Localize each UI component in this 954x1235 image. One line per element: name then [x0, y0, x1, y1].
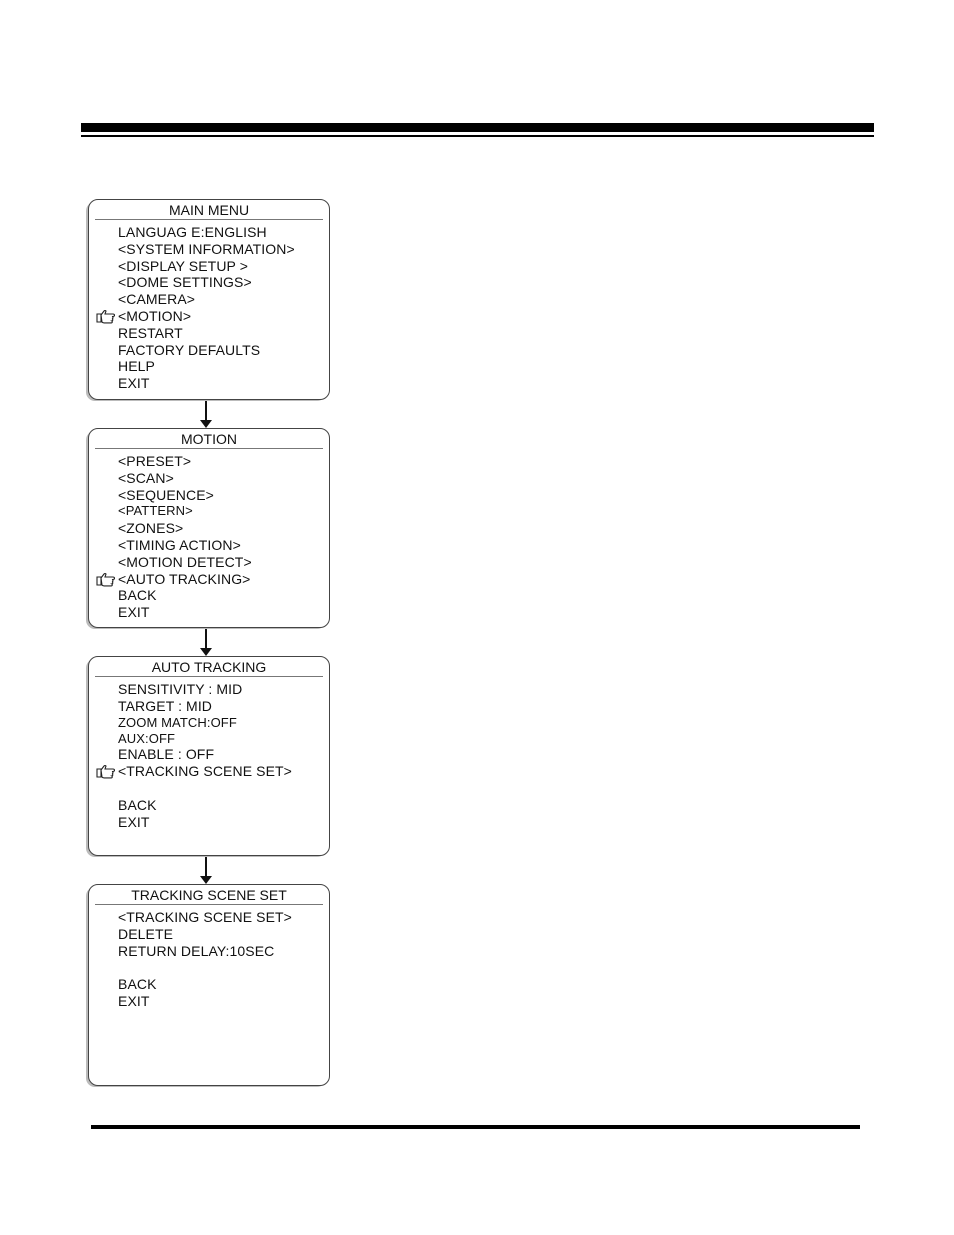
- menu-item-dome-settings[interactable]: <DOME SETTINGS>: [118, 274, 252, 291]
- main-menu-panel: [88, 199, 330, 400]
- menu-title: TRACKING SCENE SET: [95, 885, 323, 905]
- auto-tracking-menu-panel: [88, 656, 330, 856]
- menu-title: MAIN MENU: [95, 200, 323, 220]
- menu-item-scan[interactable]: <SCAN>: [118, 469, 174, 486]
- menu-title: MOTION: [95, 429, 323, 449]
- menu-item-enable[interactable]: ENABLE : OFF: [118, 746, 215, 763]
- menu-title: AUTO TRACKING: [95, 657, 323, 677]
- header-rule-thick: [81, 123, 874, 132]
- menu-item-tracking-scene-set[interactable]: <TRACKING SCENE SET>: [118, 909, 292, 925]
- menu-item-help[interactable]: HELP: [118, 358, 155, 375]
- menu-item-zoom-match[interactable]: ZOOM MATCH:OFF: [118, 714, 237, 730]
- menu-item-exit[interactable]: EXIT: [118, 992, 150, 1009]
- menu-item-camera[interactable]: <CAMERA>: [118, 291, 196, 308]
- menu-item-tracking-scene-set[interactable]: <TRACKING SCENE SET>: [89, 763, 329, 780]
- arrow-down-icon: [204, 629, 208, 657]
- arrow-down-icon: [204, 401, 208, 429]
- menu-item-sequence[interactable]: <SEQUENCE>: [118, 486, 214, 503]
- menu-item-timing-action[interactable]: <TIMING ACTION>: [118, 536, 241, 553]
- menu-item-back[interactable]: BACK: [118, 796, 157, 813]
- menu-item-exit[interactable]: EXIT: [118, 813, 150, 830]
- motion-menu-panel: [88, 428, 330, 628]
- footer-rule: [91, 1125, 860, 1129]
- menu-item-factory-defaults[interactable]: FACTORY DEFAULTS: [118, 341, 261, 358]
- menu-item-back[interactable]: BACK: [118, 587, 157, 604]
- menu-item-zones[interactable]: <ZONES>: [118, 520, 184, 537]
- menu-item-sensitivity[interactable]: SENSITIVITY : MID: [118, 681, 243, 697]
- menu-item-motion-detect[interactable]: <MOTION DETECT>: [118, 553, 252, 570]
- menu-item-restart[interactable]: RESTART: [118, 324, 183, 341]
- menu-item-exit[interactable]: EXIT: [118, 375, 150, 392]
- menu-item-preset[interactable]: <PRESET>: [118, 453, 192, 469]
- menu-item-delete[interactable]: DELETE: [118, 925, 174, 942]
- menu-item-target[interactable]: TARGET : MID: [118, 697, 213, 714]
- menu-item-motion[interactable]: <MOTION>: [89, 308, 329, 325]
- pointing-hand-icon: [95, 572, 115, 587]
- menu-item-auto-tracking[interactable]: <AUTO TRACKING>: [89, 571, 329, 588]
- menu-item-return-delay[interactable]: RETURN DELAY:10SEC: [118, 942, 275, 959]
- pointing-hand-icon: [95, 764, 115, 779]
- header-rule-thin: [81, 135, 874, 137]
- arrow-down-icon: [204, 857, 208, 885]
- menu-item-spacer: [89, 959, 329, 976]
- menu-item-display-setup[interactable]: <DISPLAY SETUP >: [118, 257, 248, 274]
- menu-item-back[interactable]: BACK: [118, 976, 157, 993]
- pointing-hand-icon: [95, 309, 115, 324]
- menu-item-spacer: [89, 780, 329, 797]
- menu-item-language[interactable]: LANGUAG E:ENGLISH: [118, 224, 267, 240]
- tracking-scene-set-menu-panel: [88, 884, 330, 1086]
- menu-item-pattern[interactable]: <PATTERN>: [118, 503, 193, 519]
- menu-item-exit[interactable]: EXIT: [118, 604, 150, 621]
- menu-item-aux[interactable]: AUX:OFF: [118, 731, 176, 747]
- menu-item-system-information[interactable]: <SYSTEM INFORMATION>: [118, 240, 295, 257]
